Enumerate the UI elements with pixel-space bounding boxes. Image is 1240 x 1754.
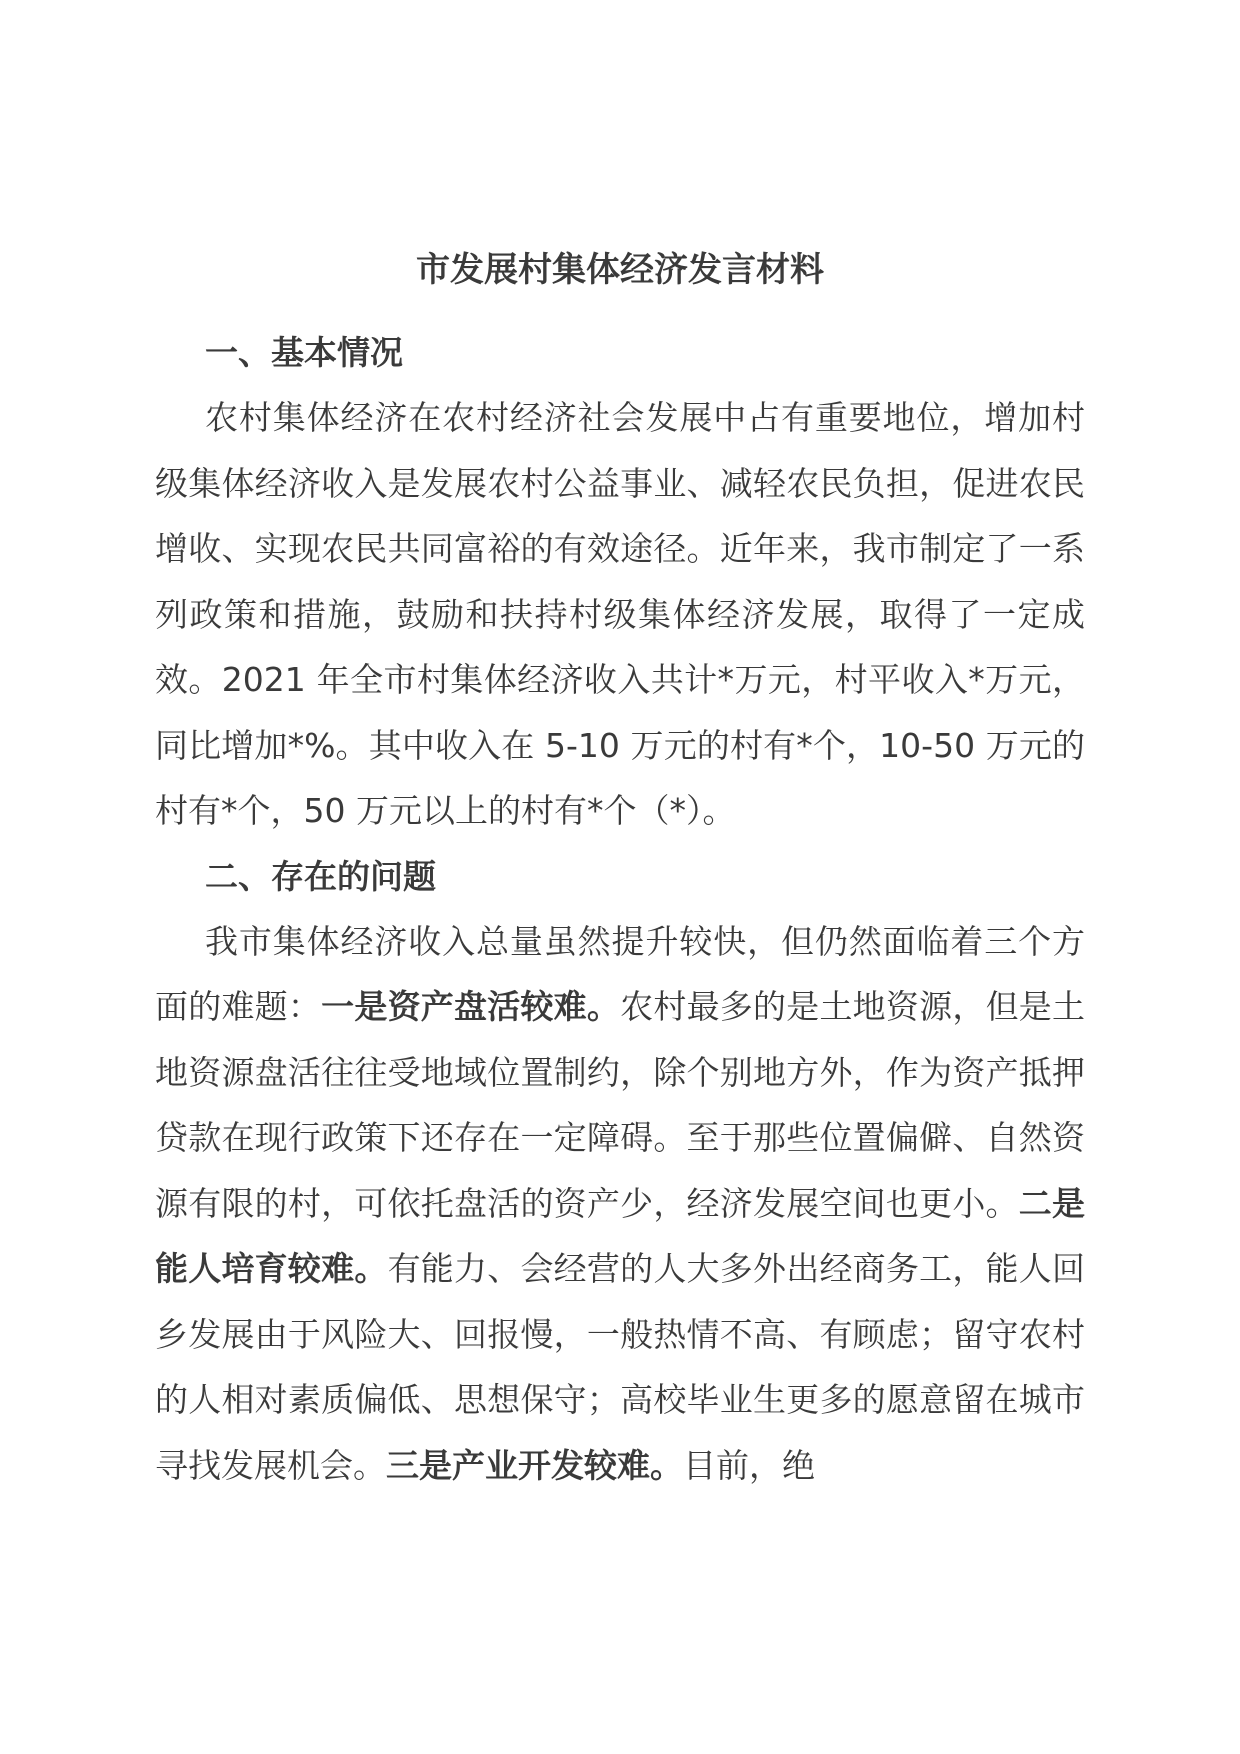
problem-2-text: 有能力、会经营的人大多外出经商务工，能人回乡发展由于风险大、回报慢，一般热情不高、有顾虑；留守农村的人相对素质偏低、思想保守；高校毕业生更多的愿意留在城市寻找发展机会。 xyxy=(155,1249,1086,1485)
paragraph-basic-situation: 农村集体经济在农村经济社会发展中占有重要地位，增加村级集体经济收入是发展农村公益事业、减轻农民负担，促进农民增收、实现农民共同富裕的有效途径。近年来，我市制定了一系列政策和措施，鼓励和扶持村级集体经济发展，取得了一定成效。2021 年全市村集体经济收入共计*万元，村平收入*万元，同比增加*%。其中收入在 5-10 万元的村有*个，10-50 万元的村有*个，50 万元以上的村有*个（*）。 xyxy=(155,398,1085,830)
section-heading-basic-situation: 一、基本情况 xyxy=(205,333,403,372)
problem-3-heading: 三是产业开发较难。 xyxy=(386,1445,683,1485)
section-heading-existing-problems: 二、存在的问题 xyxy=(205,856,436,896)
document-body xyxy=(155,240,1085,1498)
problem-1-heading: 一是资产盘活较难。 xyxy=(321,987,621,1026)
problem-3-text: 目前，绝 xyxy=(683,1445,815,1485)
problem-1-text: 农村最多的是土地资源，但是土地资源盘活往往受地域位置制约，除个别地方外，作为资产抵押贷款在现行政策下还存在一定障碍。至于那些位置偏僻、自然资源有限的村，可依托盘活的资产少，经济发展空间也更小。 xyxy=(155,987,1086,1223)
document-title: 市发展村集体经济发言材料 xyxy=(416,250,824,290)
problems-intro-text: 我市集体经济收入总量虽然提升较快，但仍然面临着三个方面的难题： xyxy=(155,921,1085,1026)
problem-2-heading: 二是能人培育较难。 xyxy=(155,1183,1086,1288)
paragraph-existing-problems xyxy=(155,909,1085,1499)
